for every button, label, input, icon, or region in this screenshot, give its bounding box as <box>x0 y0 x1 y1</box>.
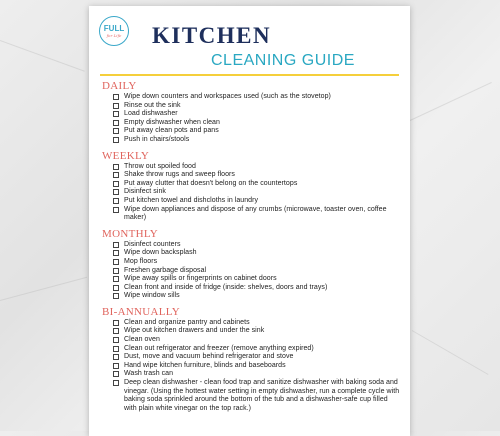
checklist-item[interactable] <box>113 370 402 379</box>
checklist-item[interactable] <box>113 127 402 136</box>
checklist-item-label: Mop floors <box>124 257 158 265</box>
checkbox[interactable] <box>113 94 119 100</box>
checklist-item-label: Put away clutter that doesn't belong on the countertops <box>124 179 298 187</box>
checklist-item[interactable] <box>113 353 402 362</box>
full-for-life-logo <box>99 16 129 46</box>
page-title: KITCHEN <box>152 23 272 48</box>
checklist-item[interactable] <box>113 136 402 145</box>
checkbox[interactable] <box>113 242 119 248</box>
checklist-item-label: Push in chairs/stools <box>124 135 190 143</box>
page-subtitle: CLEANING GUIDE <box>211 52 355 69</box>
checkbox[interactable] <box>113 293 119 299</box>
checkbox[interactable] <box>113 276 119 282</box>
checkbox[interactable] <box>113 354 119 360</box>
checklist-item[interactable] <box>113 379 402 413</box>
checklist-item[interactable] <box>113 119 402 128</box>
section-heading: BI-ANNUALLY <box>102 305 180 318</box>
checklist-item-label: Dust, move and vacuum behind refrigerator and stove <box>124 353 294 361</box>
checklist-item[interactable] <box>113 197 402 206</box>
checkbox[interactable] <box>113 103 119 109</box>
checklist-item[interactable] <box>113 292 402 301</box>
checklist-item[interactable] <box>113 319 402 328</box>
checkbox[interactable] <box>113 181 119 187</box>
checkbox[interactable] <box>113 371 119 377</box>
checklist-item[interactable] <box>113 275 402 284</box>
checklist-item[interactable] <box>113 258 402 267</box>
checklist-item-label: Clean oven <box>124 336 160 344</box>
checklist-item[interactable] <box>113 188 402 197</box>
checklist-item[interactable] <box>113 345 402 354</box>
checklist-item[interactable] <box>113 163 402 172</box>
checklist-item-label: Clean front and inside of fridge (inside: shelves, doors and trays) <box>124 283 328 291</box>
checklist-item-label: Wash trash can <box>124 370 174 378</box>
checklist-item-label: Shake throw rugs and sweep floors <box>124 171 235 179</box>
checklist-item-label: Rinse out the sink <box>124 101 181 109</box>
checklist-item[interactable] <box>113 171 402 180</box>
checklist-item-label: Clean and organize pantry and cabinets <box>124 318 250 326</box>
checklist-item-label: Throw out spoiled food <box>124 162 196 170</box>
checklist-content <box>102 80 402 413</box>
checkbox[interactable] <box>113 250 119 256</box>
logo-text: FULL <box>103 23 125 33</box>
section-heading: WEEKLY <box>102 149 150 162</box>
checkbox[interactable] <box>113 198 119 204</box>
checklist-item-label: Deep clean dishwasher - clean food trap and sanitize dishwasher with baking soda and vinegar. (Using the hottest water setting in empty dishwasher, run a complete cycle with baking soda sprinkled around the bottom of the tub and a dishwasher-safe cup filled with plain white vinegar on the top rack.) <box>124 379 400 412</box>
checklist-item-label: Empty dishwasher when clean <box>124 118 220 126</box>
checklist-item-label: Clean out refrigerator and freezer (remove anything expired) <box>124 344 314 352</box>
checklist-item-label: Wipe out kitchen drawers and under the sink <box>124 327 265 335</box>
checkbox[interactable] <box>113 320 119 326</box>
checkbox[interactable] <box>113 207 119 213</box>
checkbox[interactable] <box>113 268 119 274</box>
section-heading: MONTHLY <box>102 227 158 240</box>
checkbox[interactable] <box>113 111 119 117</box>
checklist-item[interactable] <box>113 102 402 111</box>
checklist-item-label: Wipe away spills or fingerprints on cabinet doors <box>124 275 277 283</box>
marble-vein <box>410 82 492 121</box>
checklist-item[interactable] <box>113 249 402 258</box>
marble-vein <box>412 330 489 375</box>
checklist-item[interactable] <box>113 336 402 345</box>
checklist-item-label: Load dishwasher <box>124 110 178 118</box>
checklist-item-label: Hand wipe kitchen furniture, blinds and baseboards <box>124 361 286 369</box>
checkbox[interactable] <box>113 172 119 178</box>
checkbox[interactable] <box>113 189 119 195</box>
section-heading: DAILY <box>102 80 137 92</box>
checklist-item[interactable] <box>113 327 402 336</box>
checkbox[interactable] <box>113 337 119 343</box>
cleaning-guide-sheet <box>89 6 410 436</box>
marble-vein <box>0 277 87 301</box>
checklist-item-label: Wipe down counters and workspaces used (such as the stovetop) <box>124 93 331 100</box>
checklist-item-label: Disinfect sink <box>124 188 166 196</box>
checkbox[interactable] <box>113 164 119 170</box>
title-divider <box>100 74 399 76</box>
checklist-item[interactable] <box>113 110 402 119</box>
checklist-item-label: Freshen garbage disposal <box>124 266 207 274</box>
checkbox[interactable] <box>113 120 119 126</box>
checklist-item[interactable] <box>113 180 402 189</box>
checklist-item-label: Put away clean pots and pans <box>124 127 219 135</box>
checklist-item[interactable] <box>113 241 402 250</box>
checklist-item[interactable] <box>113 267 402 276</box>
checklist-item[interactable] <box>113 206 402 223</box>
checkbox[interactable] <box>113 137 119 143</box>
checklist-item-label: Wipe down backsplash <box>124 249 197 257</box>
checkbox[interactable] <box>113 328 119 334</box>
marble-vein <box>0 40 85 72</box>
checklist-item[interactable] <box>113 284 402 293</box>
checkbox[interactable] <box>113 380 119 386</box>
checklist-item[interactable] <box>113 93 402 102</box>
checkbox[interactable] <box>113 128 119 134</box>
checklist-item-label: Wipe window sills <box>124 292 180 300</box>
checkbox[interactable] <box>113 259 119 265</box>
logo-tagline: for Life <box>106 32 122 38</box>
checkbox[interactable] <box>113 363 119 369</box>
checklist-item-label: Put kitchen towel and dishcloths in laundry <box>124 196 259 204</box>
checkbox[interactable] <box>113 346 119 352</box>
checklist-item[interactable] <box>113 362 402 371</box>
checkbox[interactable] <box>113 285 119 291</box>
checklist-item-label: Disinfect counters <box>124 240 181 248</box>
checklist-item-label: Wipe down appliances and dispose of any crumbs (microwave, toaster oven, coffee maker) <box>124 205 387 222</box>
